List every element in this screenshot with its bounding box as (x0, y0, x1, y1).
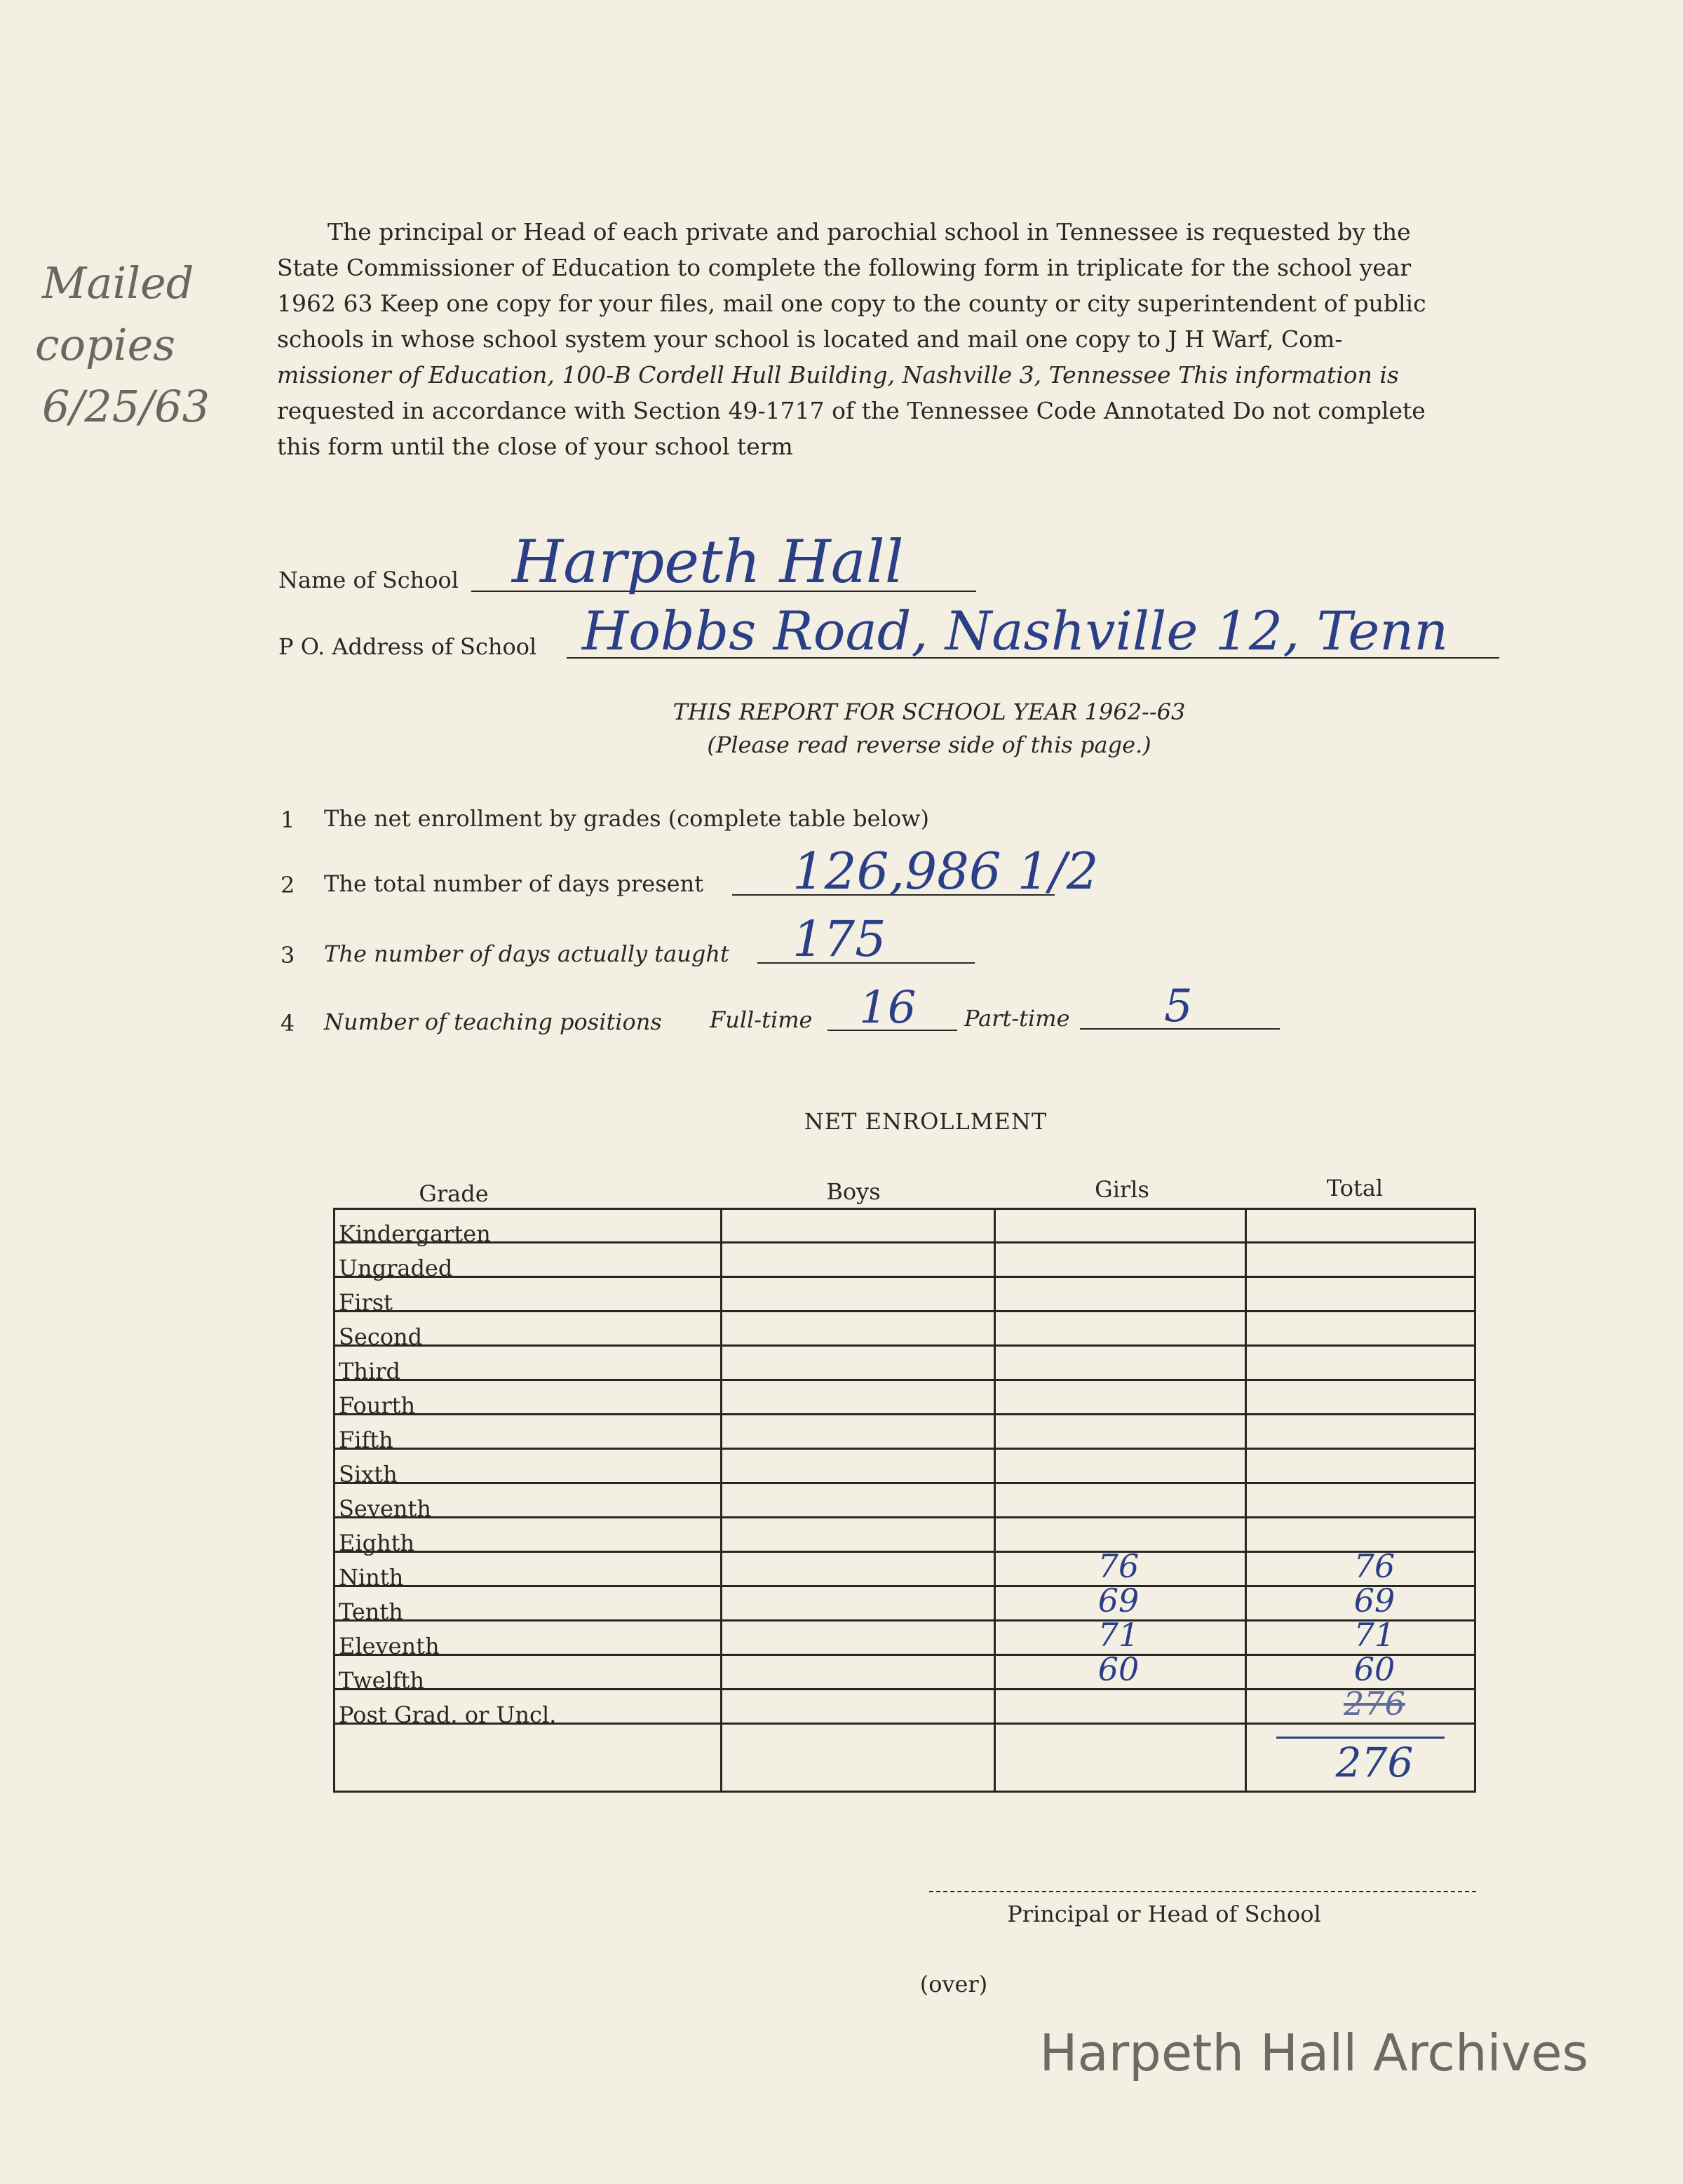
margin-note-line-2: copies (35, 319, 176, 370)
signature-line (929, 1891, 1476, 1892)
row-line (333, 1516, 1476, 1518)
row-line (333, 1241, 1476, 1243)
grade-label: Sixth (339, 1461, 398, 1488)
grade-label: Twelfth (339, 1667, 425, 1694)
question-1-number: 1 (280, 807, 295, 833)
grade-label: Post Grad. or Uncl. (339, 1701, 557, 1728)
table-border-left (333, 1208, 335, 1793)
grade-label: First (339, 1289, 393, 1316)
table-divider-boys (720, 1208, 722, 1793)
grade-label: Fourth (339, 1392, 416, 1419)
report-title: THIS REPORT FOR SCHOOL YEAR 1962--63 (672, 699, 1186, 725)
instructions-line-1: The principal or Head of each private and parochial school in Tennessee is requested by the (327, 218, 1411, 245)
question-3-number: 3 (280, 942, 295, 969)
row-line (333, 1310, 1476, 1312)
total-twelfth: 60 (1353, 1650, 1395, 1688)
girls-tenth: 69 (1097, 1582, 1140, 1619)
grade-label: Fifth (339, 1427, 393, 1453)
question-1-text: The net enrollment by grades (complete table below) (324, 805, 929, 832)
grade-label: Seventh (339, 1495, 431, 1522)
archive-watermark: Harpeth Hall Archives (1039, 2023, 1588, 2082)
total-eleventh: 71 (1353, 1616, 1395, 1654)
row-line (333, 1413, 1476, 1415)
grade-label: Third (339, 1358, 400, 1384)
school-name-value: Harpeth Hall (512, 527, 904, 596)
instructions-line-5: missioner of Education, 100-B Cordell Hull Building, Nashville 3, Tennessee This information is (277, 361, 1399, 389)
instructions-paragraph (277, 214, 1511, 464)
report-subtitle: (Please read reverse side of this page.) (707, 732, 1151, 758)
table-border-right (1474, 1208, 1476, 1793)
table-divider-total (1245, 1208, 1247, 1793)
total-crossed-out: 276 (1344, 1685, 1405, 1723)
header-grade: Grade (419, 1180, 489, 1207)
days-present-value: 126,986 1/2 (792, 842, 1099, 901)
header-boys: Boys (826, 1178, 881, 1205)
table-bottom-line (333, 1791, 1476, 1793)
grade-label: Second (339, 1323, 423, 1350)
parttime-label: Part-time (964, 1005, 1070, 1032)
header-girls: Girls (1095, 1176, 1149, 1203)
girls-eleventh: 71 (1097, 1616, 1140, 1654)
row-line (333, 1482, 1476, 1484)
table-top-line (333, 1208, 1476, 1210)
question-4-number: 4 (280, 1010, 295, 1037)
girls-twelfth: 60 (1097, 1650, 1140, 1688)
enrollment-title: NET ENROLLMENT (804, 1108, 1048, 1135)
question-2-number: 2 (280, 872, 295, 898)
instructions-line-3: 1962 63 Keep one copy for your files, mail one copy to the county or city superintendent of public (277, 290, 1426, 317)
grade-label: Eleventh (339, 1633, 440, 1659)
girls-ninth: 76 (1097, 1547, 1140, 1585)
grade-label: Kindergarten (339, 1220, 491, 1247)
table-divider-girls (994, 1208, 996, 1793)
margin-note-line-1: Mailed (42, 257, 194, 309)
enrollment-table (333, 1208, 1476, 1793)
grade-label: Tenth (339, 1598, 403, 1625)
instructions-line-6: requested in accordance with Section 49-1717 of the Tennessee Code Annotated Do not complete (277, 397, 1426, 424)
over-note: (over) (919, 1971, 988, 1997)
grade-label: Eighth (339, 1530, 415, 1556)
row-line (333, 1448, 1476, 1450)
header-total: Total (1326, 1175, 1384, 1201)
row-line (333, 1276, 1476, 1278)
total-sum-line (1276, 1737, 1445, 1739)
question-4-text: Number of teaching positions (324, 1009, 662, 1035)
parttime-value: 5 (1164, 980, 1193, 1032)
row-line (333, 1379, 1476, 1381)
instructions-line-7: this form until the close of your school term (277, 433, 793, 460)
margin-note-line-3: 6/25/63 (42, 381, 210, 432)
fulltime-value: 16 (859, 982, 917, 1034)
days-taught-value: 175 (792, 910, 886, 968)
grade-label: Ninth (339, 1564, 404, 1591)
total-grand: 276 (1335, 1739, 1414, 1786)
fulltime-label: Full-time (710, 1006, 813, 1033)
grade-label: Ungraded (339, 1255, 453, 1281)
total-ninth: 76 (1353, 1547, 1395, 1585)
total-tenth: 69 (1353, 1582, 1395, 1619)
instructions-line-4: schools in whose school system your school is located and mail one copy to J H Warf, Com- (277, 325, 1343, 353)
question-3-text: The number of days actually taught (324, 941, 729, 967)
instructions-line-2: State Commissioner of Education to complete the following form in triplicate for the school year (277, 254, 1412, 281)
school-address-label: P O. Address of School (278, 633, 537, 660)
school-name-label: Name of School (278, 567, 459, 593)
row-line (333, 1344, 1476, 1347)
question-2-text: The total number of days present (324, 870, 704, 897)
signature-label: Principal or Head of School (1007, 1901, 1321, 1927)
school-address-value: Hobbs Road, Nashville 12, Tenn (582, 600, 1449, 662)
margin-note (35, 252, 245, 438)
